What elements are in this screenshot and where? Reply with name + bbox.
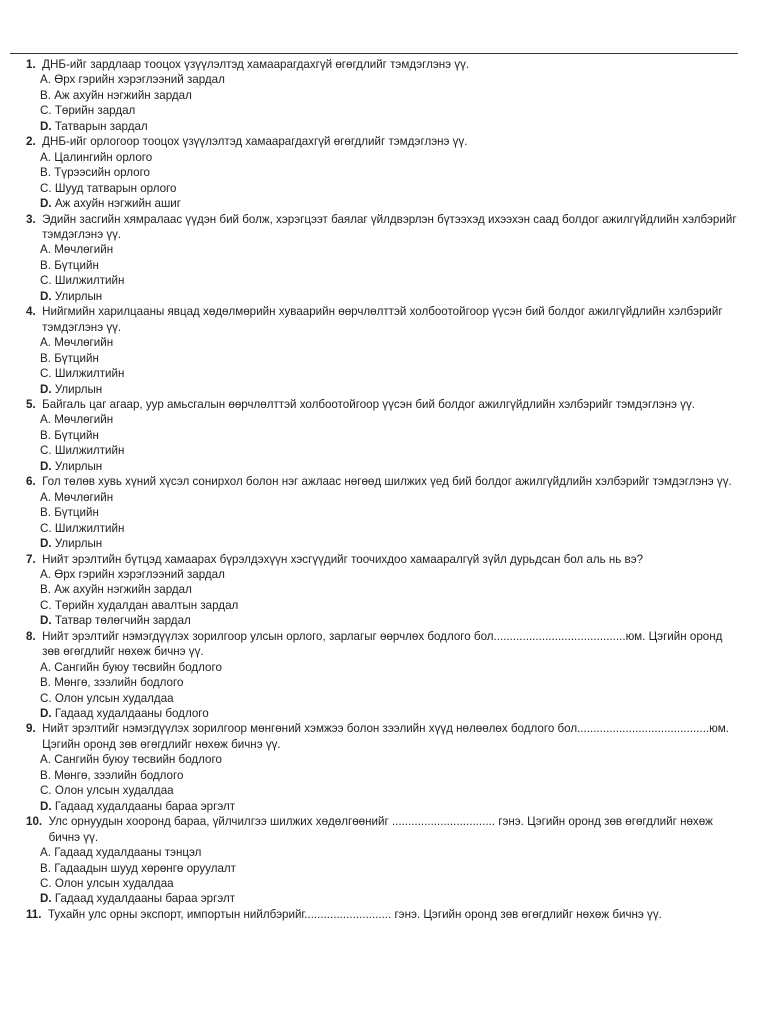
question-number: 4. <box>26 305 36 319</box>
option-text: Өрх гэрийн хэрэглээний зардал <box>54 567 225 581</box>
answer-option <box>40 181 738 196</box>
question-1 <box>26 57 738 134</box>
option-letter: D. <box>40 197 52 211</box>
option-letter: A. <box>40 150 51 164</box>
answer-option <box>40 505 738 520</box>
option-letter: A. <box>40 567 51 581</box>
option-text: Мөчлөгийн <box>54 490 114 504</box>
option-text: Аж ахуйн нэгжийн зардал <box>54 583 192 597</box>
option-letter: C. <box>40 181 52 195</box>
question-line <box>26 212 738 243</box>
answer-option <box>40 706 738 721</box>
option-text: Өрх гэрийн хэрэглээний зардал <box>54 73 225 87</box>
option-text: Сангийн буюу төсвийн бодлого <box>54 753 222 767</box>
option-text: Аж ахуйн нэгжийн ашиг <box>54 197 182 211</box>
question-5 <box>26 397 738 474</box>
option-letter: D. <box>40 459 52 473</box>
answer-option <box>40 768 738 783</box>
option-letter: A. <box>40 846 51 860</box>
answer-option <box>40 258 738 273</box>
question-number: 5. <box>26 397 36 411</box>
question-number: 9. <box>26 722 36 736</box>
option-letter: C. <box>40 444 52 458</box>
option-text: Бүтцийн <box>54 351 99 365</box>
answer-option <box>40 88 738 103</box>
option-letter: D. <box>40 707 52 721</box>
option-letter: B. <box>40 428 51 442</box>
question-line <box>26 397 738 412</box>
answer-option <box>40 196 738 211</box>
option-text: Төрийн худалдан авалтын зардал <box>54 598 239 612</box>
answer-option <box>40 103 738 118</box>
question-text: Эдийн засгийн хямралаас үүдэн бий болж, хэрэгцээт баялаг үйлдвэрлэн бүтээхэд ихээхэн саад болдог ажилгүйдлийн хэлбэрийг тэмдэглэнэ үү. <box>42 212 737 241</box>
answer-option <box>40 876 738 891</box>
option-text: Мөнгө, зээлийн бодлого <box>54 676 184 690</box>
answer-option <box>40 428 738 443</box>
answer-option <box>40 521 738 536</box>
question-text: ДНБ-ийг зардлаар тооцох үзүүлэлтэд хамаарагдахгүй өгөгдлийг тэмдэглэнэ үү. <box>42 58 470 71</box>
answer-option <box>40 691 738 706</box>
option-letter: D. <box>40 799 52 813</box>
option-letter: B. <box>40 583 51 597</box>
option-letter: B. <box>40 861 51 875</box>
answer-option <box>40 783 738 798</box>
option-letter: A. <box>40 660 51 674</box>
option-text: Гадаад худалдааны бараа эргэлт <box>54 892 236 906</box>
option-text: Мөчлөгийн <box>54 336 114 350</box>
option-letter: C. <box>40 274 52 288</box>
question-list <box>26 57 738 922</box>
question-number: 10. <box>26 815 43 829</box>
option-text: Шилжилтийн <box>54 367 125 381</box>
top-divider <box>10 53 738 54</box>
option-text: Гадаад худалдааны бодлого <box>54 707 209 721</box>
option-letter: C. <box>40 367 52 381</box>
answer-option <box>40 799 738 814</box>
question-line <box>26 552 738 567</box>
option-text: Шилжилтийн <box>54 444 125 458</box>
answer-option <box>40 150 738 165</box>
answer-option <box>40 351 738 366</box>
question-text: Нийгмийн харилцааны явцад хөдөлмөрийн хуваарийн өөрчлөлттэй холбоотойгоор үүсэн бий болдог ажилгүйдлийн хэлбэрийг тэмдэглэнэ үү. <box>42 305 723 334</box>
option-letter: B. <box>40 166 51 180</box>
question-3 <box>26 212 738 305</box>
question-line <box>26 629 738 660</box>
option-text: Төрийн зардал <box>54 104 136 118</box>
option-letter: C. <box>40 877 52 891</box>
option-letter: B. <box>40 351 51 365</box>
answer-option <box>40 891 738 906</box>
option-letter: A. <box>40 490 51 504</box>
option-text: Бүтцийн <box>54 506 99 520</box>
option-letter: A. <box>40 753 51 767</box>
option-text: Татварын зардал <box>54 119 148 133</box>
option-text: Бүтцийн <box>54 258 99 272</box>
option-text: Шууд татварын орлого <box>54 181 177 195</box>
question-line <box>26 474 738 489</box>
answer-option <box>40 675 738 690</box>
option-text: Цалингийн орлого <box>54 150 153 164</box>
question-line <box>26 304 738 335</box>
option-text: Улирлын <box>54 289 103 303</box>
option-letter: D. <box>40 119 52 133</box>
question-number: 3. <box>26 212 36 226</box>
answer-option <box>40 459 738 474</box>
option-letter: C. <box>40 521 52 535</box>
option-letter: B. <box>40 88 51 102</box>
question-text: Нийт эрэлтийн бүтцэд хамаарах бүрэлдэхүүн хэсгүүдийг тоочихдоо хамааралгүй зүйл дурьдсан бол аль нь вэ? <box>42 552 644 566</box>
question-2 <box>26 134 738 211</box>
answer-option <box>40 242 738 257</box>
question-text: ДНБ-ийг орлогоор тооцох үзүүлэлтэд хамаарагдахгүй өгөгдлийг тэмдэглэнэ үү. <box>42 135 468 149</box>
question-line <box>26 907 738 922</box>
option-text: Сангийн буюу төсвийн бодлого <box>54 660 222 674</box>
option-text: Олон улсын худалдаа <box>54 784 174 798</box>
question-number: 2. <box>26 135 36 149</box>
question-10 <box>26 814 738 907</box>
option-text: Улирлын <box>54 382 103 396</box>
option-text: Улирлын <box>54 459 103 473</box>
option-text: Татвар төлөгчийн зардал <box>54 614 191 628</box>
option-letter: C. <box>40 104 52 118</box>
answer-option <box>40 165 738 180</box>
option-text: Шилжилтийн <box>54 521 125 535</box>
question-4 <box>26 304 738 397</box>
question-number: 7. <box>26 552 36 566</box>
question-text: Тухайн улс орны экспорт, импортын нийлбэрийг........................... гэнэ. Цэгийн оронд зөв өгөгдлийг нөхөж бичнэ үү. <box>47 907 662 921</box>
answer-option <box>40 273 738 288</box>
option-letter: A. <box>40 413 51 427</box>
answer-option <box>40 845 738 860</box>
option-letter: D. <box>40 382 52 396</box>
answer-option <box>40 490 738 505</box>
question-8 <box>26 629 738 722</box>
answer-option <box>40 289 738 304</box>
question-text: Гол төлөв хувь хүний хүсэл сонирхол болон нэг ажлаас нөгөөд шилжих үед бий болдог ажилгүйдлийн хэлбэрийг тэмдэглэнэ үү. <box>42 475 732 489</box>
question-6 <box>26 474 738 551</box>
answer-option <box>40 660 738 675</box>
question-line <box>26 721 738 752</box>
question-text: Улс орнуудын хооронд бараа, үйлчилгээ шилжих хөдөлгөөнийг ................................ гэнэ. Цэгийн оронд зөв өгөгдлийг нөхөж бичнэ үү. <box>48 815 713 844</box>
answer-option <box>40 443 738 458</box>
option-letter: C. <box>40 691 52 705</box>
option-text: Гадаадын шууд хөрөнгө оруулалт <box>54 861 236 875</box>
answer-option <box>40 382 738 397</box>
question-text: Байгаль цаг агаар, уур амьсгалын өөрчлөлттэй холбоотойгоор үүсэн бий болдог ажилгүйдлийн хэлбэрийг тэмдэглэнэ үү. <box>42 397 695 411</box>
question-11 <box>26 907 738 922</box>
answer-option <box>40 536 738 551</box>
option-text: Олон улсын худалдаа <box>54 691 174 705</box>
question-line <box>26 57 738 72</box>
option-letter: C. <box>40 784 52 798</box>
option-letter: D. <box>40 892 52 906</box>
option-text: Улирлын <box>54 537 103 551</box>
question-text: Нийт эрэлтийг нэмэгдүүлэх зорилгоор мөнгөний хэмжээ болон зээлийн хүүд нөлөөлөх бодлого бол.........................................юм. Цэгийн оронд зөв өгөгдлийг нөхөж бичнэ үү. <box>42 722 729 751</box>
option-letter: A. <box>40 243 51 257</box>
option-letter: D. <box>40 537 52 551</box>
answer-option <box>40 582 738 597</box>
option-letter: A. <box>40 336 51 350</box>
option-letter: C. <box>40 598 52 612</box>
option-letter: D. <box>40 289 52 303</box>
option-text: Бүтцийн <box>54 428 99 442</box>
question-9 <box>26 721 738 814</box>
answer-option <box>40 598 738 613</box>
option-letter: B. <box>40 768 51 782</box>
answer-option <box>40 119 738 134</box>
option-text: Шилжилтийн <box>54 274 125 288</box>
question-number: 8. <box>26 629 36 643</box>
option-text: Аж ахуйн нэгжийн зардал <box>54 88 192 102</box>
question-number: 6. <box>26 475 36 489</box>
question-text: Нийт эрэлтийг нэмэгдүүлэх зорилгоор улсын орлого, зарлагыг өөрчлөх бодлого бол.........................................юм. Цэгийн оронд зөв өгөгдлийг нөхөж бичнэ үү. <box>42 629 723 659</box>
question-number: 1. <box>26 58 36 71</box>
answer-option <box>40 567 738 582</box>
option-text: Гадаад худалдааны тэнцэл <box>54 846 202 860</box>
question-7 <box>26 552 738 629</box>
answer-option <box>40 335 738 350</box>
option-letter: B. <box>40 506 51 520</box>
answer-option <box>40 366 738 381</box>
question-number: 11. <box>26 907 42 921</box>
answer-option <box>40 861 738 876</box>
answer-option <box>40 613 738 628</box>
option-letter: B. <box>40 676 51 690</box>
option-text: Олон улсын худалдаа <box>54 877 174 891</box>
answer-option <box>40 72 738 87</box>
option-letter: D. <box>40 614 52 628</box>
option-text: Мөчлөгийн <box>54 413 114 427</box>
question-line <box>26 134 738 149</box>
option-letter: A. <box>40 73 51 87</box>
option-letter: B. <box>40 258 51 272</box>
answer-option <box>40 752 738 767</box>
option-text: Мөчлөгийн <box>54 243 114 257</box>
option-text: Түрээсийн орлого <box>54 166 150 180</box>
option-text: Гадаад худалдааны бараа эргэлт <box>54 799 236 813</box>
answer-option <box>40 412 738 427</box>
option-text: Мөнгө, зээлийн бодлого <box>54 768 184 782</box>
question-line <box>26 814 738 845</box>
